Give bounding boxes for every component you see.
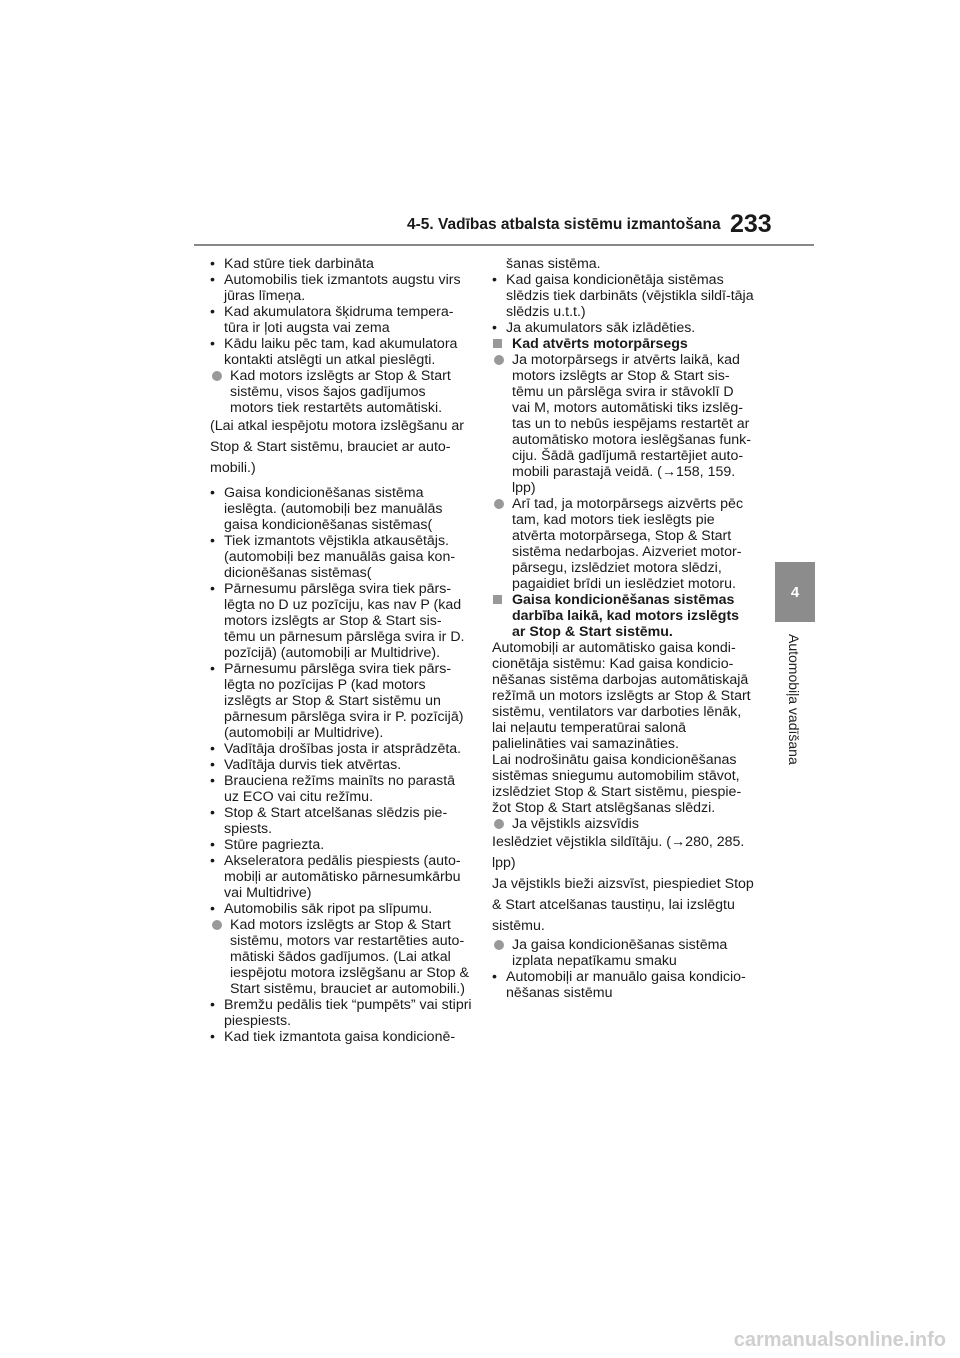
list-item: • Bremžu pedālis tiek “pumpēts” vai stipri piespiests. [210,997,472,1029]
right-column [492,256,754,1001]
chapter-label: Automobiļa vadīšana [786,634,802,765]
list-item: • Automobiļi ar manuālo gaisa kondicio-nēšanas sistēmu [492,969,754,1001]
list-item: • Ja akumulators sāk izlādēties. [492,320,754,336]
page-number: 233 [730,210,772,238]
list-item: • Gaisa kondicionēšanas sistēma ieslēgta. (automobiļi bez manuālās gaisa kondicionēšanas sistēmas( [210,485,472,533]
dot-note: Ja vējstikls aizsvīdis [492,816,754,832]
header-divider [194,244,814,246]
section-heading: Gaisa kondicionēšanas sistēmas darbība laikā, kad motors izslēgts ar Stop & Start sistēmu. [492,592,754,640]
list-item: • Pārnesumu pārslēga svira tiek pārs-lēgta no pozīcijas P (kad motors izslēgts ar Stop & Start sistēmu un pārnesum pārslēga svira ir P. pozīcijā) (automobiļi ar Multidrive). [210,661,472,741]
dot-note: Ja gaisa kondicionēšanas sistēma izplata nepatīkamu smaku [492,937,754,969]
list-item: • Pārnesumu pārslēga svira tiek pārs-lēgta no D uz pozīciju, kas nav P (kad motors izslēgts ar Stop & Start sis-tēmu un pārnesum pārslēga svira ir D. pozīcijā) (automobiļi ar Multidrive). [210,581,472,661]
section-heading: Kad atvērts motorpārsegs [492,336,754,352]
dot-note: Ja motorpārsegs ir atvērts laikā, kad motors izslēgts ar Stop & Start sis-tēmu un pārslēga svira ir stāvoklī D vai M, motors automātiski tiks izslēg-tas un to nebūs iespējams restartēt ar automātisko motora ieslēgšanas funk-ciju. Šādā gadījumā restartējiet auto-mobili parastajā veidā. (→158, 159. lpp) [492,352,754,496]
paragraph: Lai nodrošinātu gaisa kondicionēšanas sistēmas sniegumu automobilim stāvot, izslēdziet Stop & Start sistēmu, piespie-žot Stop & Start atslēgšanas slēdzi. [492,752,742,816]
list-item-continued: šanas sistēma. [506,256,601,272]
dot-note: Kad motors izslēgts ar Stop & Start sistēmu, motors var restartēties auto-mātiski šādos gadījumos. (Lai atkal iespējotu motora izslēgšanu ar Stop & Start sistēmu, brauciet ar automobili.) [210,917,472,997]
list-item: • Vadītāja durvis tiek atvērtas. [210,757,472,773]
paragraph: Ieslēdziet vējstikla sildītāju. (→280, 285. lpp) [492,834,745,871]
watermark: carmanualsonline.info [733,1329,946,1351]
section-title: 4-5. Vadības atbalsta sistēmu izmantošana [407,216,721,233]
paragraph: (Lai atkal iespējotu motora izslēgšanu ar Stop & Start sistēmu, brauciet ar auto-mobili.) [210,418,464,476]
list-item: • Akseleratora pedālis piespiests (auto-mobiļi ar automātisko pārnesumkārbu vai Multidrive) [210,853,472,901]
list-item: • Kad tiek izmantota gaisa kondicionē- [210,1029,472,1045]
dot-note: Arī tad, ja motorpārsegs aizvērts pēc tam, kad motors tiek ieslēgts pie atvērta motorpārsega, Stop & Start sistēma nedarbojas. Aizveriet motor-pārsegu, izslēdziet motora slēdzi, pagaidiet brīdi un ieslēdziet motoru. [492,496,754,592]
dot-note: Kad motors izslēgts ar Stop & Start sistēmu, visos šajos gadījumos motors tiek restartēts automātiski. [210,368,472,416]
list-item: • Kādu laiku pēc tam, kad akumulatora kontakti atslēgti un atkal pieslēgti. [210,336,472,368]
condition-list [210,485,472,917]
list-item: • Stop & Start atcelšanas slēdzis pie-spiests. [210,805,472,837]
list-item: • Kad akumulatora šķidruma tempera-tūra ir ļoti augsta vai zema [210,304,472,336]
list-item: • Kad gaisa kondicionētāja sistēmas slēdzis tiek darbināts (vējstikla sildī-tāja slēdzis u.t.t.) [492,272,754,320]
paragraph: Ja vējstikls bieži aizsvīst, piespiediet Stop & Start atcelšanas taustiņu, lai izslēgtu sistēmu. [492,876,754,934]
list-item: • Automobilis tiek izmantots augstu virs jūras līmeņa. [210,272,472,304]
list-item: • Vadītāja drošības josta ir atsprādzēta. [210,741,472,757]
list-item: • Brauciena režīms mainīts no parastā uz ECO vai citu režīmu. [210,773,472,805]
paragraph: Automobiļi ar automātisko gaisa kondi-cionētāja sistēmu: Kad gaisa kondicio-nēšanas sistēma darbojas automātiskajā režīmā un motors izslēgts ar Stop & Start sistēmu, ventilators var darboties lēnāk, lai neļautu temperatūrai salonā palielināties vai samazināties. [492,640,751,752]
chapter-tab: 4 [775,562,815,622]
list-item: • Tiek izmantots vējstikla atkausētājs. (automobiļi bez manuālās gaisa kon-dicionēšanas sistēmas( [210,533,472,581]
list-item: • Stūre pagriezta. [210,837,472,853]
left-column [210,256,472,1045]
list-item: • Kad stūre tiek darbināta [210,256,472,272]
list-item: • Automobilis sāk ripot pa slīpumu. [210,901,472,917]
